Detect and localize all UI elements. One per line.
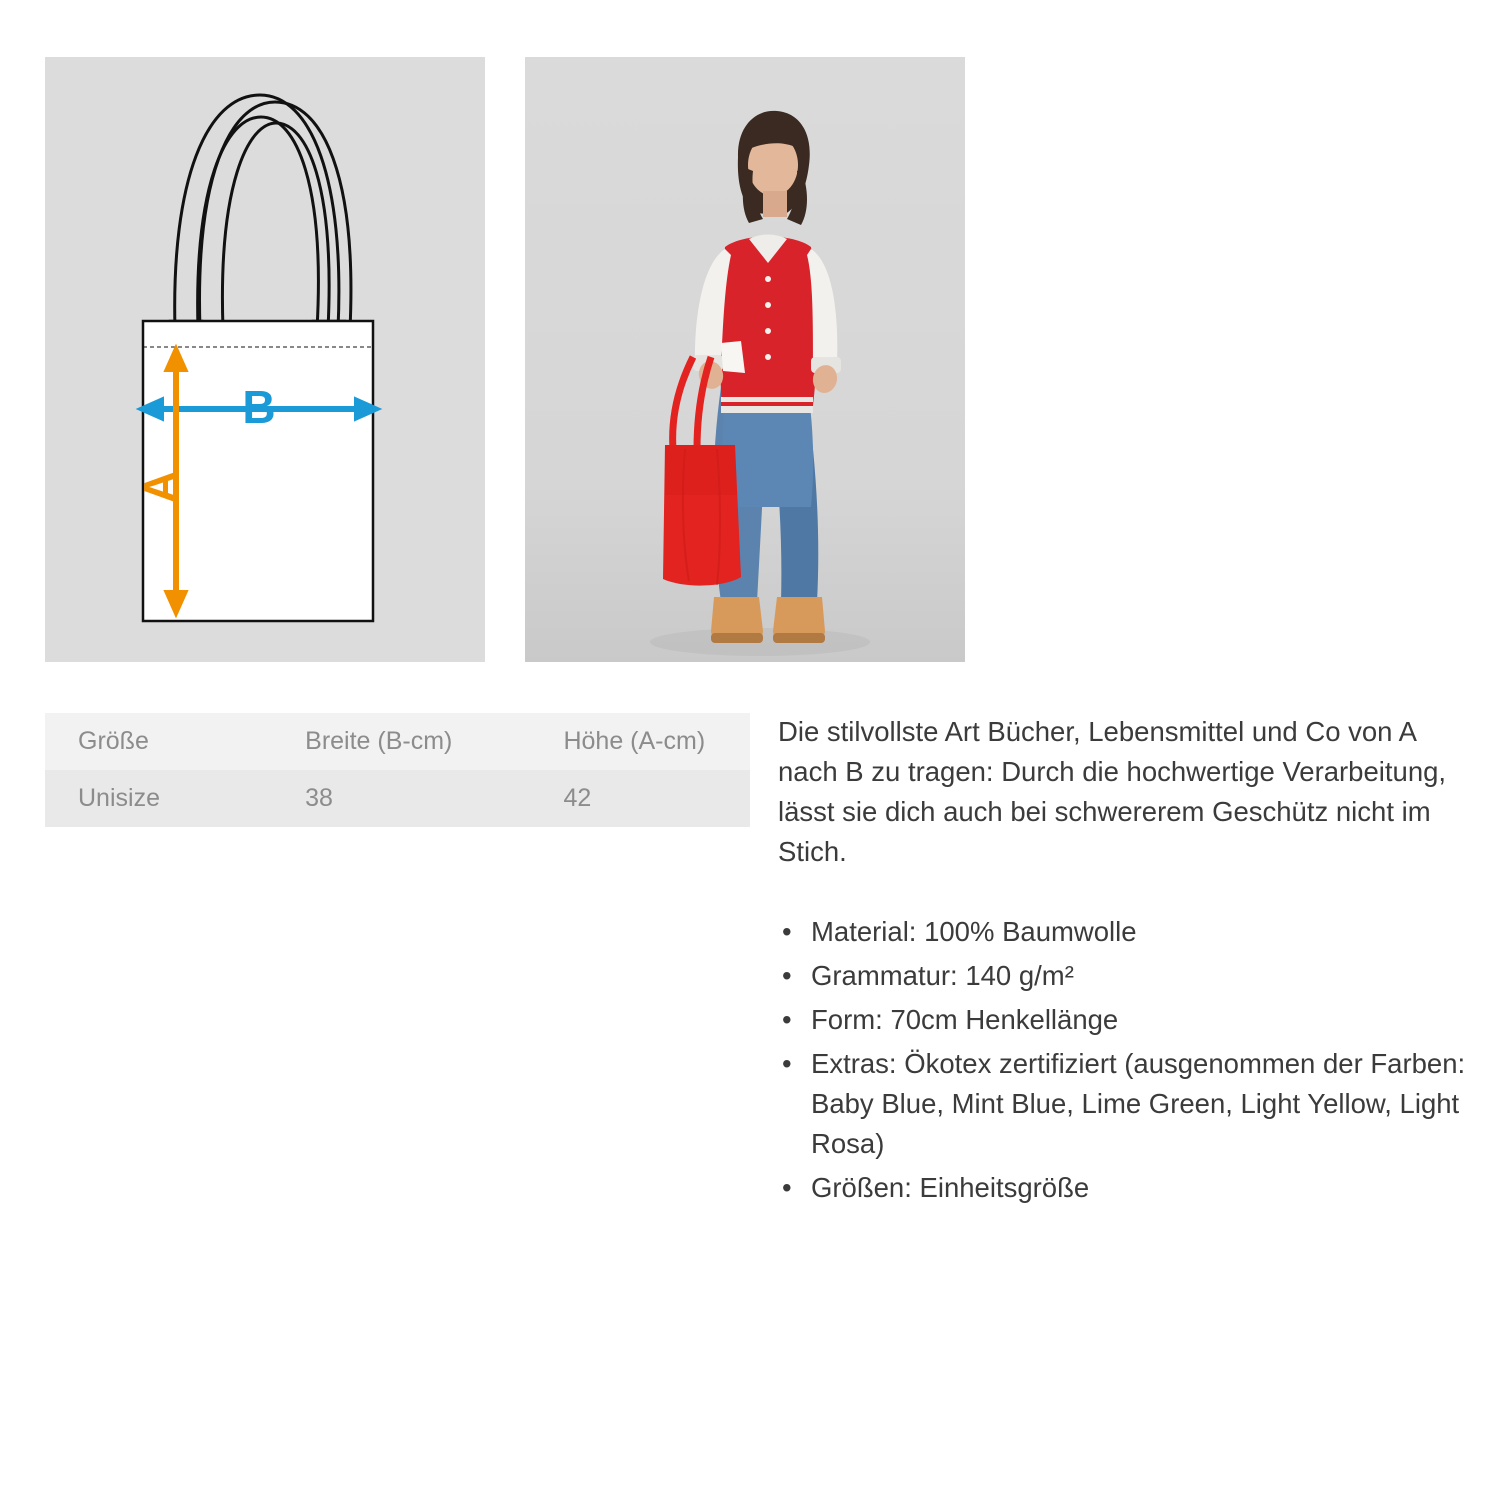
tote-bag-drawing <box>45 57 485 662</box>
model-photo-illustration <box>525 57 965 662</box>
table-header-height: Höhe (A-cm) <box>563 727 706 755</box>
spec-list <box>778 912 1468 1208</box>
product-images-row <box>45 57 965 662</box>
size-table-body <box>45 770 750 827</box>
table-header-size: Größe <box>78 727 149 755</box>
list-item: • Größen: Einheitsgröße <box>778 1168 1468 1208</box>
table-cell-height: 42 <box>563 784 592 812</box>
size-table <box>45 713 750 827</box>
product-description <box>778 712 1468 1212</box>
size-table-head <box>45 713 750 770</box>
table-cell-width: 38 <box>305 784 333 812</box>
diagram-label-width: B <box>242 381 276 433</box>
table-header-row <box>45 713 750 770</box>
table-row <box>45 770 750 827</box>
list-item: • Form: 70cm Henkellänge <box>778 1000 1468 1040</box>
table-header-width: Breite (B-cm) <box>305 727 453 755</box>
list-item: • Extras: Ökotex zertifiziert (ausgenommen der Farben: Baby Blue, Mint Blue, Lime Green, Light Yellow, Light Rosa) <box>778 1044 1468 1164</box>
diagram-label-height: A <box>134 470 186 504</box>
description-paragraph: Die stilvollste Art Bücher, Lebensmittel und Co von A nach B zu tragen: Durch die hochwertige Verarbeitung, lässt sie dich auch bei schwererem Geschütz nicht im Stich. <box>778 716 1447 867</box>
list-item: • Material: 100% Baumwolle <box>778 912 1468 952</box>
table-cell-size: Unisize <box>78 784 160 812</box>
size-diagram-image <box>45 57 485 662</box>
model-photo-image <box>525 57 965 662</box>
list-item: • Grammatur: 140 g/m² <box>778 956 1468 996</box>
